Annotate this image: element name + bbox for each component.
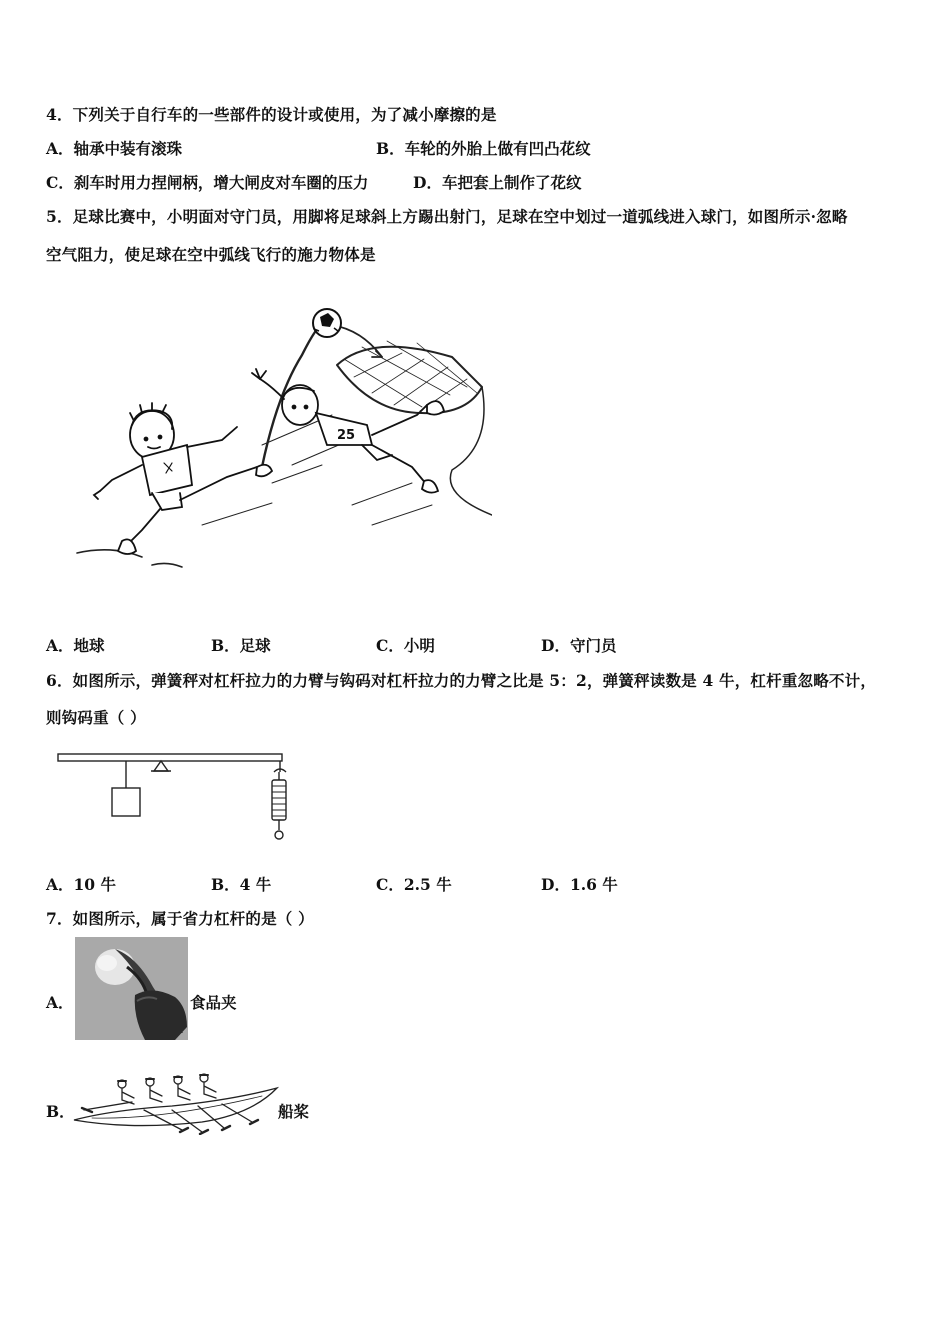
q4-option-b: B．车轮的外胎上做有凹凸花纹 — [376, 139, 591, 158]
kicker-boy — [94, 403, 272, 554]
q4-stem: 4．下列关于自行车的一些部件的设计或使用，为了减小摩擦的是 — [46, 105, 497, 124]
food-tongs-photo — [75, 937, 188, 1040]
lever-figure — [56, 750, 296, 850]
soccer-ball — [313, 309, 341, 337]
q5-option-a: A．地球 — [46, 636, 105, 655]
q6-option-a: A．10 牛 — [46, 875, 116, 894]
goalkeeper — [252, 369, 444, 493]
hook-weight — [112, 788, 140, 816]
rowing-boat-figure — [72, 1070, 282, 1135]
q7-option-b-letter: B． — [46, 1102, 75, 1121]
q4-option-a: A．轴承中装有滚珠 — [46, 139, 183, 158]
soccer-figure — [72, 295, 492, 585]
q7-option-b-caption: 船桨 — [278, 1102, 310, 1121]
q7-option-a-letter: A． — [46, 993, 74, 1012]
q5-option-c: C．小明 — [376, 636, 435, 655]
q6-stem-line2: 则钩码重（ ） — [46, 708, 146, 727]
q5-option-b: B．足球 — [211, 636, 271, 655]
lever-bar — [58, 754, 282, 761]
q6-option-b: B．4 牛 — [211, 875, 272, 894]
q6-option-c: C．2.5 牛 — [376, 875, 452, 894]
q6-option-d: D．1.6 牛 — [541, 875, 618, 894]
q7-option-a-caption: 食品夹 — [190, 993, 237, 1012]
q6-stem-line1: 6．如图所示，弹簧秤对杠杆拉力的力臂与钩码对杠杆拉力的力臂之比是 5：2，弹簧秤读数是 4 牛，杠杆重忽略不计， — [46, 671, 877, 690]
q5-stem-line2: 空气阻力，使足球在空中弧线飞行的施力物体是 — [46, 245, 376, 264]
q5-stem-line1: 5．足球比赛中，小明面对守门员，用脚将足球斜上方踢出射门，足球在空中划过一道弧线进入球门，如图所示·忽略 — [46, 207, 848, 226]
fulcrum — [154, 761, 168, 771]
rowers — [118, 1074, 216, 1104]
spring-scale — [272, 761, 286, 839]
jersey-number: 25 — [337, 428, 356, 443]
q4-option-d: D．车把套上制作了花纹 — [413, 173, 582, 192]
q5-option-d: D．守门员 — [541, 636, 617, 655]
q4-option-c: C．刹车时用力捏闸柄，增大闸皮对车圈的压力 — [46, 173, 369, 192]
q7-stem: 7．如图所示，属于省力杠杆的是（ ） — [46, 909, 314, 928]
